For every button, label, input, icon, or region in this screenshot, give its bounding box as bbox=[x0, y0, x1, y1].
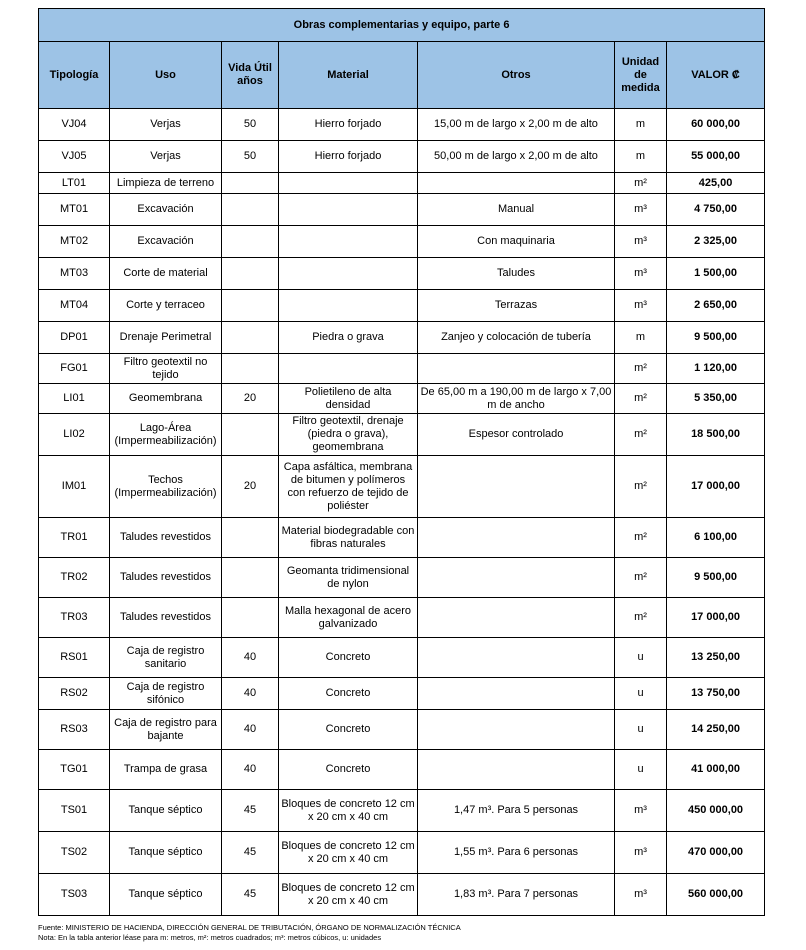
table-row bbox=[39, 414, 765, 456]
cell-uso: Corte de material bbox=[110, 258, 222, 290]
cell-valor: 4 750,00 bbox=[667, 194, 765, 226]
cell-tipologia: MT03 bbox=[39, 258, 110, 290]
cell-unidad: m³ bbox=[615, 194, 667, 226]
cell-unidad: m bbox=[615, 141, 667, 173]
cell-uso: Tanque séptico bbox=[110, 874, 222, 916]
cell-tipologia: TR02 bbox=[39, 558, 110, 598]
cell-valor: 41 000,00 bbox=[667, 750, 765, 790]
cell-vida-util bbox=[222, 194, 279, 226]
cell-vida-util bbox=[222, 258, 279, 290]
cell-valor: 13 750,00 bbox=[667, 678, 765, 710]
cell-material: Capa asfáltica, membrana de bitumen y polímeros con refuerzo de tejido de poliéster bbox=[279, 456, 418, 518]
cell-valor: 14 250,00 bbox=[667, 710, 765, 750]
cell-vida-util: 40 bbox=[222, 638, 279, 678]
cell-otros: 1,55 m³. Para 6 personas bbox=[418, 832, 615, 874]
cell-unidad: m² bbox=[615, 456, 667, 518]
cell-uso: Taludes revestidos bbox=[110, 598, 222, 638]
cell-unidad: m² bbox=[615, 414, 667, 456]
cell-material bbox=[279, 173, 418, 194]
cell-unidad: u bbox=[615, 750, 667, 790]
cell-otros: Manual bbox=[418, 194, 615, 226]
cell-material: Hierro forjado bbox=[279, 109, 418, 141]
cell-tipologia: TG01 bbox=[39, 750, 110, 790]
cell-material bbox=[279, 290, 418, 322]
cell-material bbox=[279, 226, 418, 258]
cell-tipologia: TS02 bbox=[39, 832, 110, 874]
cell-material: Geomanta tridimensional de nylon bbox=[279, 558, 418, 598]
obras-table bbox=[38, 8, 765, 916]
cell-material: Bloques de concreto 12 cm x 20 cm x 40 cm bbox=[279, 832, 418, 874]
table-container bbox=[38, 8, 764, 916]
table-row bbox=[39, 638, 765, 678]
cell-material bbox=[279, 354, 418, 384]
cell-material: Bloques de concreto 12 cm x 20 cm x 40 cm bbox=[279, 790, 418, 832]
cell-material: Concreto bbox=[279, 638, 418, 678]
cell-uso: Lago-Área (Impermeabilización) bbox=[110, 414, 222, 456]
cell-unidad: m³ bbox=[615, 874, 667, 916]
cell-valor: 470 000,00 bbox=[667, 832, 765, 874]
cell-tipologia: MT04 bbox=[39, 290, 110, 322]
table-row bbox=[39, 456, 765, 518]
cell-tipologia: TR01 bbox=[39, 518, 110, 558]
cell-valor: 9 500,00 bbox=[667, 558, 765, 598]
cell-vida-util bbox=[222, 354, 279, 384]
cell-otros: Taludes bbox=[418, 258, 615, 290]
cell-tipologia: TS01 bbox=[39, 790, 110, 832]
cell-otros bbox=[418, 518, 615, 558]
cell-tipologia: LT01 bbox=[39, 173, 110, 194]
cell-valor: 5 350,00 bbox=[667, 384, 765, 414]
cell-material: Hierro forjado bbox=[279, 141, 418, 173]
cell-uso: Taludes revestidos bbox=[110, 558, 222, 598]
cell-vida-util bbox=[222, 290, 279, 322]
cell-material: Piedra o grava bbox=[279, 322, 418, 354]
cell-unidad: m bbox=[615, 109, 667, 141]
cell-vida-util: 40 bbox=[222, 678, 279, 710]
cell-valor: 55 000,00 bbox=[667, 141, 765, 173]
cell-valor: 560 000,00 bbox=[667, 874, 765, 916]
header-tipologia: Tipología bbox=[39, 42, 110, 109]
cell-unidad: u bbox=[615, 638, 667, 678]
cell-otros bbox=[418, 558, 615, 598]
cell-material: Concreto bbox=[279, 710, 418, 750]
footnotes bbox=[38, 923, 778, 943]
units-note: Nota: En la tabla anterior léase para m: metros, m²: metros cuadrados; m³: metros cúbicos, u: unidades bbox=[38, 933, 382, 942]
table-row bbox=[39, 194, 765, 226]
cell-uso: Excavación bbox=[110, 226, 222, 258]
cell-otros: Con maquinaria bbox=[418, 226, 615, 258]
table-row bbox=[39, 173, 765, 194]
cell-valor: 9 500,00 bbox=[667, 322, 765, 354]
cell-tipologia: MT02 bbox=[39, 226, 110, 258]
cell-uso: Filtro geotextil no tejido bbox=[110, 354, 222, 384]
cell-unidad: m² bbox=[615, 354, 667, 384]
table-row bbox=[39, 710, 765, 750]
cell-otros: De 65,00 m a 190,00 m de largo x 7,00 m de ancho bbox=[418, 384, 615, 414]
cell-vida-util bbox=[222, 414, 279, 456]
cell-valor: 17 000,00 bbox=[667, 598, 765, 638]
cell-otros bbox=[418, 710, 615, 750]
cell-tipologia: TR03 bbox=[39, 598, 110, 638]
cell-uso: Tanque séptico bbox=[110, 832, 222, 874]
table-row bbox=[39, 832, 765, 874]
cell-vida-util: 45 bbox=[222, 832, 279, 874]
cell-unidad: m bbox=[615, 322, 667, 354]
cell-valor: 2 325,00 bbox=[667, 226, 765, 258]
header-material: Material bbox=[279, 42, 418, 109]
cell-unidad: u bbox=[615, 678, 667, 710]
cell-material: Concreto bbox=[279, 750, 418, 790]
cell-uso: Trampa de grasa bbox=[110, 750, 222, 790]
cell-tipologia: RS02 bbox=[39, 678, 110, 710]
cell-unidad: m² bbox=[615, 598, 667, 638]
table-row bbox=[39, 290, 765, 322]
cell-uso: Caja de registro para bajante bbox=[110, 710, 222, 750]
cell-tipologia: FG01 bbox=[39, 354, 110, 384]
table-row bbox=[39, 226, 765, 258]
table-row bbox=[39, 750, 765, 790]
table-row bbox=[39, 678, 765, 710]
cell-otros bbox=[418, 598, 615, 638]
cell-otros: 15,00 m de largo x 2,00 m de alto bbox=[418, 109, 615, 141]
cell-unidad: m³ bbox=[615, 290, 667, 322]
cell-unidad: m² bbox=[615, 558, 667, 598]
cell-otros bbox=[418, 173, 615, 194]
cell-otros bbox=[418, 456, 615, 518]
header-unidad: Unidad de medida bbox=[615, 42, 667, 109]
cell-unidad: u bbox=[615, 710, 667, 750]
table-row bbox=[39, 354, 765, 384]
cell-valor: 2 650,00 bbox=[667, 290, 765, 322]
cell-material: Polietileno de alta densidad bbox=[279, 384, 418, 414]
cell-material: Concreto bbox=[279, 678, 418, 710]
cell-uso: Caja de registro sanitario bbox=[110, 638, 222, 678]
cell-tipologia: IM01 bbox=[39, 456, 110, 518]
cell-otros: 1,83 m³. Para 7 personas bbox=[418, 874, 615, 916]
cell-vida-util bbox=[222, 226, 279, 258]
cell-vida-util: 40 bbox=[222, 750, 279, 790]
cell-tipologia: DP01 bbox=[39, 322, 110, 354]
cell-valor: 1 500,00 bbox=[667, 258, 765, 290]
cell-unidad: m³ bbox=[615, 790, 667, 832]
cell-vida-util bbox=[222, 558, 279, 598]
cell-valor: 6 100,00 bbox=[667, 518, 765, 558]
cell-uso: Corte y terraceo bbox=[110, 290, 222, 322]
table-row bbox=[39, 518, 765, 558]
cell-material: Bloques de concreto 12 cm x 20 cm x 40 cm bbox=[279, 874, 418, 916]
cell-otros: 1,47 m³. Para 5 personas bbox=[418, 790, 615, 832]
cell-uso: Limpieza de terreno bbox=[110, 173, 222, 194]
table-body bbox=[39, 109, 765, 916]
cell-tipologia: RS01 bbox=[39, 638, 110, 678]
cell-valor: 1 120,00 bbox=[667, 354, 765, 384]
cell-valor: 60 000,00 bbox=[667, 109, 765, 141]
table-row bbox=[39, 598, 765, 638]
table-row bbox=[39, 874, 765, 916]
cell-uso: Caja de registro sifónico bbox=[110, 678, 222, 710]
cell-otros bbox=[418, 638, 615, 678]
table-row bbox=[39, 790, 765, 832]
cell-valor: 425,00 bbox=[667, 173, 765, 194]
cell-unidad: m² bbox=[615, 173, 667, 194]
cell-tipologia: TS03 bbox=[39, 874, 110, 916]
cell-valor: 17 000,00 bbox=[667, 456, 765, 518]
table-row bbox=[39, 384, 765, 414]
cell-unidad: m² bbox=[615, 518, 667, 558]
cell-tipologia: VJ04 bbox=[39, 109, 110, 141]
table-row bbox=[39, 109, 765, 141]
cell-vida-util: 20 bbox=[222, 456, 279, 518]
header-valor: VALOR ₡ bbox=[667, 42, 765, 109]
table-title: Obras complementarias y equipo, parte 6 bbox=[39, 9, 765, 42]
cell-valor: 18 500,00 bbox=[667, 414, 765, 456]
cell-otros: Zanjeo y colocación de tubería bbox=[418, 322, 615, 354]
cell-vida-util: 40 bbox=[222, 710, 279, 750]
cell-tipologia: LI01 bbox=[39, 384, 110, 414]
header-vida-util: Vida Útil años bbox=[222, 42, 279, 109]
cell-material bbox=[279, 194, 418, 226]
cell-otros bbox=[418, 678, 615, 710]
cell-unidad: m² bbox=[615, 384, 667, 414]
table-row bbox=[39, 322, 765, 354]
cell-uso: Verjas bbox=[110, 109, 222, 141]
cell-valor: 13 250,00 bbox=[667, 638, 765, 678]
cell-valor: 450 000,00 bbox=[667, 790, 765, 832]
cell-material: Material biodegradable con fibras naturales bbox=[279, 518, 418, 558]
cell-uso: Excavación bbox=[110, 194, 222, 226]
cell-tipologia: LI02 bbox=[39, 414, 110, 456]
cell-material bbox=[279, 258, 418, 290]
cell-tipologia: RS03 bbox=[39, 710, 110, 750]
cell-uso: Verjas bbox=[110, 141, 222, 173]
cell-otros bbox=[418, 750, 615, 790]
cell-vida-util: 45 bbox=[222, 874, 279, 916]
cell-uso: Geomembrana bbox=[110, 384, 222, 414]
source-note: Fuente: MINISTERIO DE HACIENDA, DIRECCIÓN GENERAL DE TRIBUTACIÓN, ÓRGANO DE NORMALIZACIÓN TÉCNICA bbox=[38, 923, 461, 932]
header-uso: Uso bbox=[110, 42, 222, 109]
cell-material: Malla hexagonal de acero galvanizado bbox=[279, 598, 418, 638]
cell-vida-util: 50 bbox=[222, 109, 279, 141]
table-row bbox=[39, 141, 765, 173]
cell-uso: Taludes revestidos bbox=[110, 518, 222, 558]
cell-vida-util bbox=[222, 322, 279, 354]
cell-otros: 50,00 m de largo x 2,00 m de alto bbox=[418, 141, 615, 173]
cell-vida-util: 50 bbox=[222, 141, 279, 173]
cell-otros: Espesor controlado bbox=[418, 414, 615, 456]
cell-vida-util bbox=[222, 598, 279, 638]
table-row bbox=[39, 258, 765, 290]
cell-unidad: m³ bbox=[615, 226, 667, 258]
cell-otros: Terrazas bbox=[418, 290, 615, 322]
cell-vida-util: 20 bbox=[222, 384, 279, 414]
header-otros: Otros bbox=[418, 42, 615, 109]
cell-uso: Drenaje Perimetral bbox=[110, 322, 222, 354]
cell-uso: Tanque séptico bbox=[110, 790, 222, 832]
cell-material: Filtro geotextil, drenaje (piedra o grava), geomembrana bbox=[279, 414, 418, 456]
cell-uso: Techos (Impermeabilización) bbox=[110, 456, 222, 518]
cell-tipologia: VJ05 bbox=[39, 141, 110, 173]
table-row bbox=[39, 558, 765, 598]
cell-vida-util bbox=[222, 518, 279, 558]
cell-unidad: m³ bbox=[615, 258, 667, 290]
cell-tipologia: MT01 bbox=[39, 194, 110, 226]
cell-otros bbox=[418, 354, 615, 384]
cell-vida-util bbox=[222, 173, 279, 194]
cell-vida-util: 45 bbox=[222, 790, 279, 832]
cell-unidad: m³ bbox=[615, 832, 667, 874]
